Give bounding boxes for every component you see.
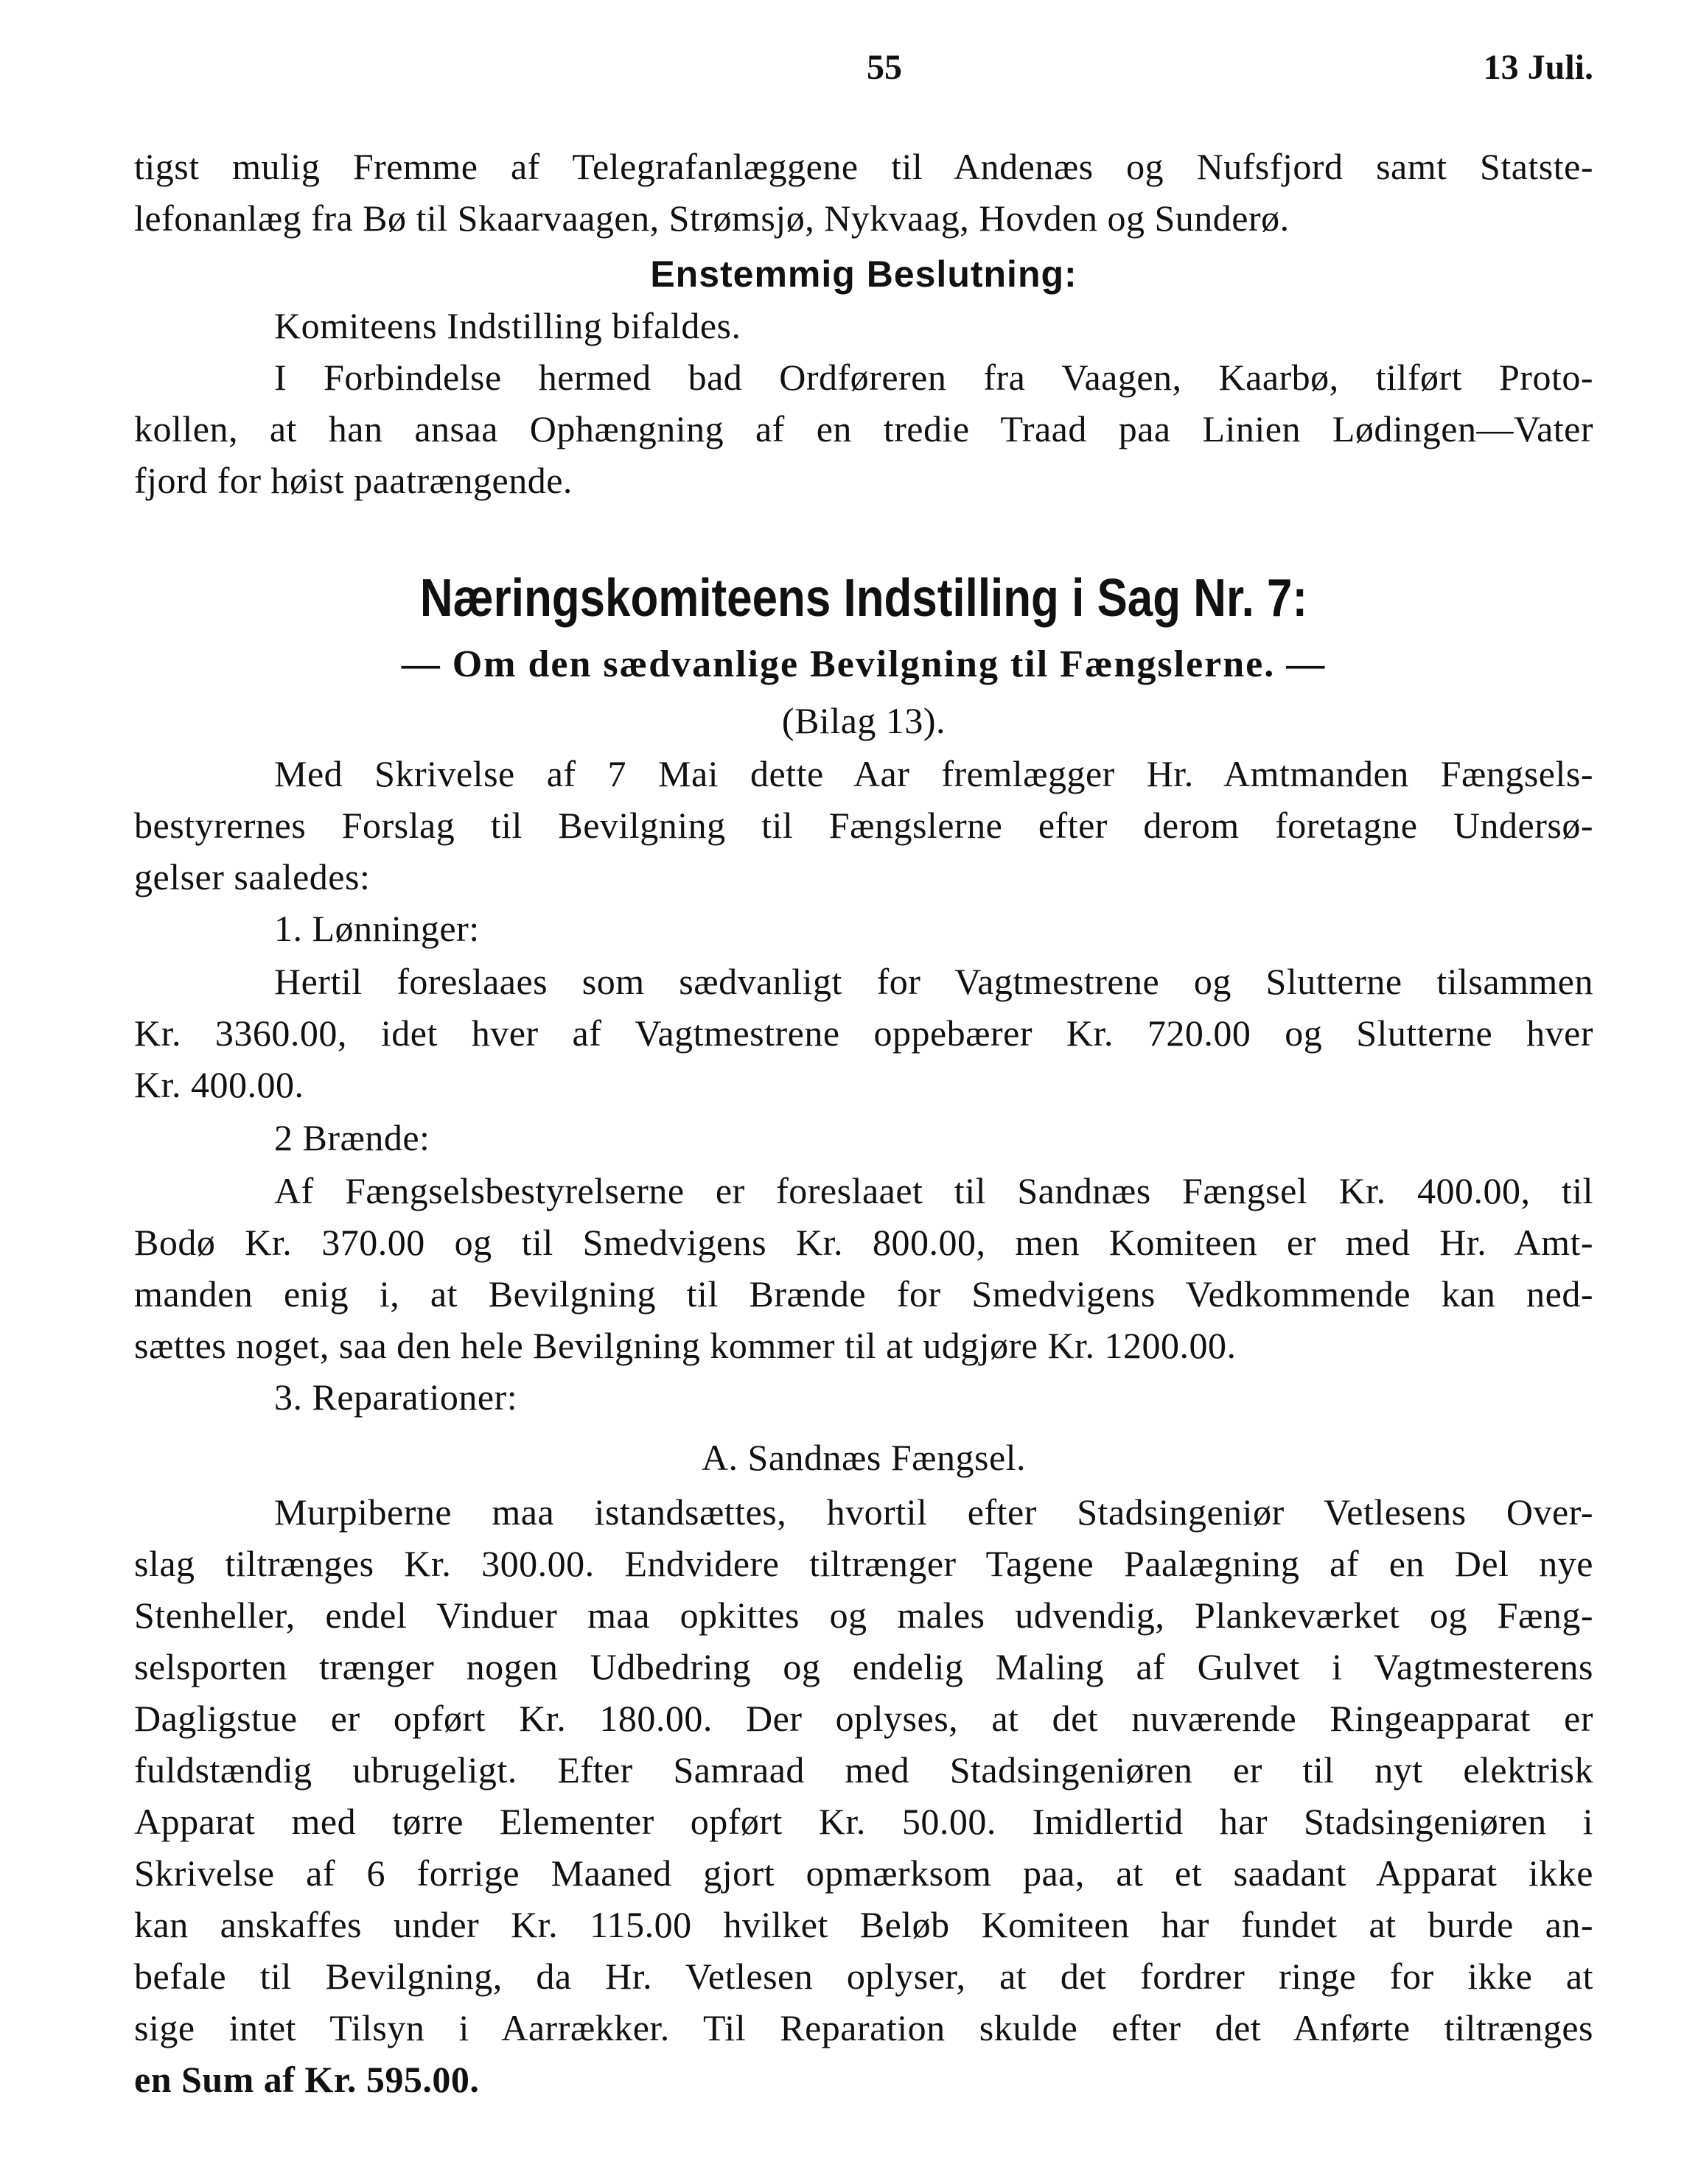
- body-line: Bodø Kr. 370.00 og til Smedvigens Kr. 800.00, men Komiteen er med Hr. Amt-: [134, 1222, 1593, 1263]
- subsection-heading: A. Sandnæs Fængsel.: [701, 1437, 1027, 1478]
- body-line: sættes noget, saa den hele Bevilgning kommer til at udgjøre Kr. 1200.00.: [134, 1325, 1237, 1366]
- resolution-heading: Enstemmig Beslutning:: [650, 253, 1077, 295]
- protocol-line: I Forbindelse hermed bad Ordføreren fra Vaagen, Kaarbø, tilført Proto-: [274, 357, 1593, 398]
- body-line: gelser saaledes:: [134, 856, 371, 897]
- body-line: Dagligstue er opført Kr. 180.00. Der oplyses, at det nuværende Ringeapparat er: [134, 1698, 1593, 1739]
- body-line: befale til Bevilgning, da Hr. Vetlesen oplyser, at det fordrer ringe for ikke at: [134, 1956, 1593, 1997]
- item-heading-wages: 1. Lønninger:: [274, 908, 480, 949]
- item-heading-firewood: 2 Brænde:: [274, 1117, 430, 1158]
- body-line: Skrivelse af 6 forrige Maaned gjort opmærksom paa, at et saadant Apparat ikke: [134, 1852, 1593, 1894]
- body-line: kan anskaffes under Kr. 115.00 hvilket Beløb Komiteen har fundet at burde an-: [134, 1904, 1593, 1945]
- attachment-reference: (Bilag 13).: [781, 700, 946, 741]
- body-line: sige intet Tilsyn i Aarrækker. Til Reparation skulde efter det Anførte tiltrænges: [134, 2007, 1593, 2048]
- intro-line: lefonanlæg fra Bø til Skaarvaagen, Strømsjø, Nykvaag, Hovden og Sunderø.: [134, 197, 1290, 239]
- body-line: Af Fængselsbestyrelserne er foreslaaet til Sandnæs Fængsel Kr. 400.00, til: [274, 1170, 1593, 1211]
- body-line: bestyrernes Forslag til Bevilgning til Fængslerne efter derom foretagne Undersø-: [134, 805, 1593, 846]
- section-subheading: — Om den sædvanlige Bevilgning til Fængslerne. —: [401, 643, 1327, 685]
- body-line: Murpiberne maa istandsættes, hvortil efter Stadsingeniør Vetlesens Over-: [274, 1491, 1593, 1533]
- body-line: fuldstændig ubrugeligt. Efter Samraad med Stadsingeniøren er til nyt elektrisk: [134, 1749, 1593, 1791]
- body-line: selsporten trænger nogen Udbedring og endelig Maling af Gulvet i Vagtmesterens: [134, 1646, 1593, 1687]
- body-line: manden enig i, at Bevilgning til Brænde for Smedvigens Vedkommende kan ned-: [134, 1273, 1593, 1315]
- body-line: Kr. 3360.00, idet hver af Vagtmestrene oppebærer Kr. 720.00 og Slutterne hver: [134, 1012, 1593, 1054]
- body-line: Kr. 400.00.: [134, 1064, 304, 1105]
- intro-line: tigst mulig Fremme af Telegrafanlæggene til Andenæs og Nufsfjord samt Statste-: [134, 146, 1593, 187]
- page-number: 55: [867, 48, 902, 87]
- resolution-text: Komiteens Indstilling bifaldes.: [274, 305, 741, 346]
- body-line: Hertil foreslaaes som sædvanligt for Vagtmestrene og Slutterne tilsammen: [274, 961, 1593, 1002]
- body-line: Stenheller, endel Vinduer maa opkittes og males udvendig, Plankeværket og Fæng-: [134, 1595, 1593, 1636]
- section-heading: Næringskomiteens Indstilling i Sag Nr. 7:: [419, 569, 1308, 628]
- protocol-line: fjord for høist paatrængende.: [134, 460, 573, 501]
- item-heading-repairs: 3. Reparationer:: [274, 1376, 518, 1418]
- body-line-total: en Sum af Kr. 595.00.: [134, 2059, 480, 2100]
- page-date: 13 Juli.: [1483, 48, 1593, 87]
- protocol-line: kollen, at han ansaa Ophængning af en tredie Traad paa Linien Lødingen—Vater: [134, 408, 1593, 449]
- body-line: slag tiltrænges Kr. 300.00. Endvidere tiltrænger Tagene Paalægning af en Del nye: [134, 1543, 1593, 1584]
- body-line: Apparat med tørre Elementer opført Kr. 50.00. Imidlertid har Stadsingeniøren i: [134, 1801, 1593, 1842]
- body-line: Med Skrivelse af 7 Mai dette Aar fremlægger Hr. Amtmanden Fængsels-: [274, 753, 1593, 794]
